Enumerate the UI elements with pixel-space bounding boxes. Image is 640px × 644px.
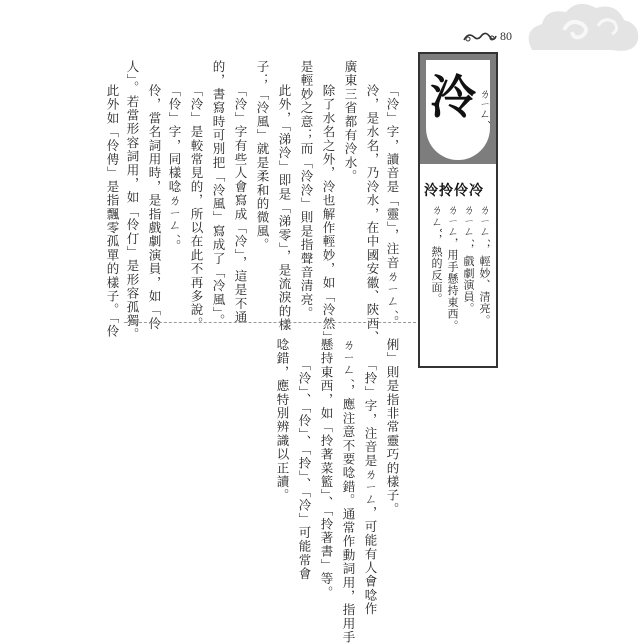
- head-pronunciation: ㄌㄧㄥˊ: [478, 88, 491, 125]
- entry-head: [420, 54, 496, 164]
- cloud-swirl-icon: [512, 0, 640, 56]
- text-column: ㄌㄧㄥˊ，應注意不要唸錯。通常作動詞用，指用手: [341, 338, 356, 644]
- text-column: 此外，「涕泠」即是「涕零」，是流淚的樣: [277, 84, 292, 332]
- text-column: 是輕妙之意；而「泠泠」則是指聲音清亮。: [299, 60, 314, 321]
- entry-head-frame: [426, 60, 490, 160]
- text-column: 唸錯，應特別辨識以正讀。: [275, 338, 290, 503]
- text-column: 俐」則是指非常靈巧的樣子。: [385, 338, 400, 517]
- scroll-ornament-icon: [462, 30, 498, 44]
- text-column: 此外如「伶俜」是指飄零孤單的樣子。「伶: [105, 84, 120, 339]
- entry-panel: [418, 52, 498, 368]
- definition-line: ㄌㄧㄥˊ，戲劇演員。: [462, 204, 475, 315]
- text-column: 子；「泠風」就是柔和的微風。: [255, 60, 270, 252]
- definition-line: ㄌㄧㄥ，用手懸持東西。: [446, 204, 459, 332]
- text-column: 「拎」字，注音是ㄌㄧㄥ，可能有人會唸作: [363, 358, 378, 616]
- text-column: 懸持東西，如「拎著菜籃」、「拎著書」等。: [319, 338, 334, 600]
- text-column: 除了水名之外，泠也解作輕妙，如「泠然」: [321, 84, 336, 345]
- text-column: 「泠」、「伶」、「拎」、「冷」可能常會: [297, 358, 312, 581]
- text-column: 人」。若當形容詞用，如「伶仃」是形容孤獨。: [125, 60, 140, 342]
- text-column: 廣東三省都有泠水。: [343, 60, 358, 184]
- text-column: 泠，是水名，乃泠水，在中國安徽、陝西、: [365, 84, 380, 345]
- text-column: 「泠」字，讀音是「靈」，注音ㄌㄧㄥˊ。: [385, 84, 400, 330]
- compared-characters: 泠拎伶冷: [424, 183, 484, 199]
- section-divider: [124, 322, 416, 323]
- definition-line: ㄌㄧㄥˊ，輕妙、清亮。: [478, 204, 491, 327]
- text-column: 「伶」字，同樣唸ㄌㄧㄥˊ。: [167, 84, 182, 254]
- text-column: 「泠」是較常見的，所以在此不再多說。: [189, 84, 204, 331]
- head-character: 泠: [430, 70, 476, 124]
- definition-line: ㄌㄥˇ，熱的反面。: [430, 204, 443, 305]
- text-column: 「泠」字有些人會寫成「冷」，這是不通: [233, 84, 248, 325]
- page-number: 80: [500, 29, 512, 43]
- text-column: 伶，當名詞用時，是指戲劇演員，如「伶: [147, 84, 162, 331]
- text-column: 的，書寫時可別把「泠風」寫成了「冷風」。: [211, 60, 226, 328]
